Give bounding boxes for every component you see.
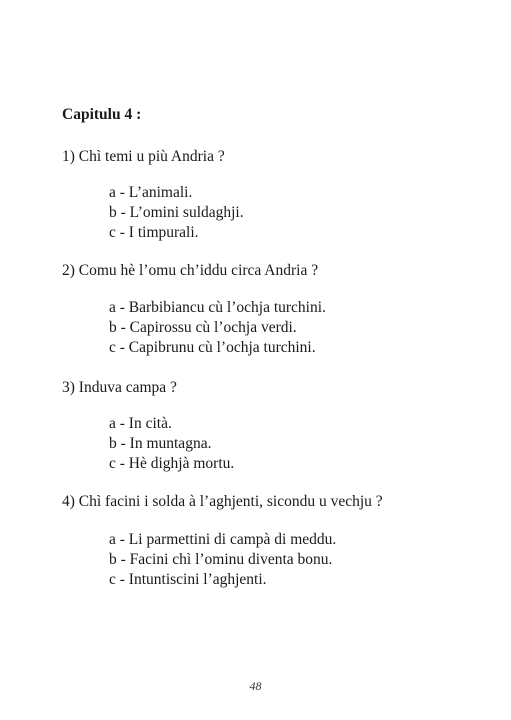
chapter-title: Capitulu 4 : bbox=[62, 106, 142, 123]
answer-option: b - Capirossu cù l’ochja verdi. bbox=[109, 319, 297, 336]
answer-list-3 bbox=[109, 414, 234, 474]
answer-option: a - In cità. bbox=[109, 415, 172, 432]
page-number: 48 bbox=[249, 679, 262, 693]
answer-option: c - Hè dighjà mortu. bbox=[109, 455, 235, 472]
question-4: 4) Chì facini i solda à l’aghjenti, sicondu u vechju ? bbox=[62, 493, 383, 510]
answer-list-1 bbox=[109, 183, 244, 243]
answer-list-2 bbox=[109, 298, 326, 358]
question-1: 1) Chì temi u più Andria ? bbox=[62, 148, 225, 165]
answer-option: c - Intuntiscini l’aghjenti. bbox=[109, 571, 267, 588]
answer-list-4 bbox=[109, 530, 336, 590]
answer-option: a - L’animali. bbox=[109, 184, 193, 201]
answer-option: a - Li parmettini di campà di meddu. bbox=[109, 531, 337, 548]
answer-option: b - L’omini suldaghji. bbox=[109, 204, 244, 221]
answer-option: c - Capibrunu cù l’ochja turchini. bbox=[109, 339, 316, 356]
question-3: 3) Induva campa ? bbox=[62, 379, 177, 396]
question-2: 2) Comu hè l’omu ch’iddu circa Andria ? bbox=[62, 262, 319, 279]
answer-option: c - I timpurali. bbox=[109, 224, 199, 241]
answer-option: b - Facini chì l’ominu diventa bonu. bbox=[109, 551, 333, 568]
answer-option: a - Barbibiancu cù l’ochja turchini. bbox=[109, 299, 326, 316]
answer-option: b - In muntagna. bbox=[109, 435, 212, 452]
